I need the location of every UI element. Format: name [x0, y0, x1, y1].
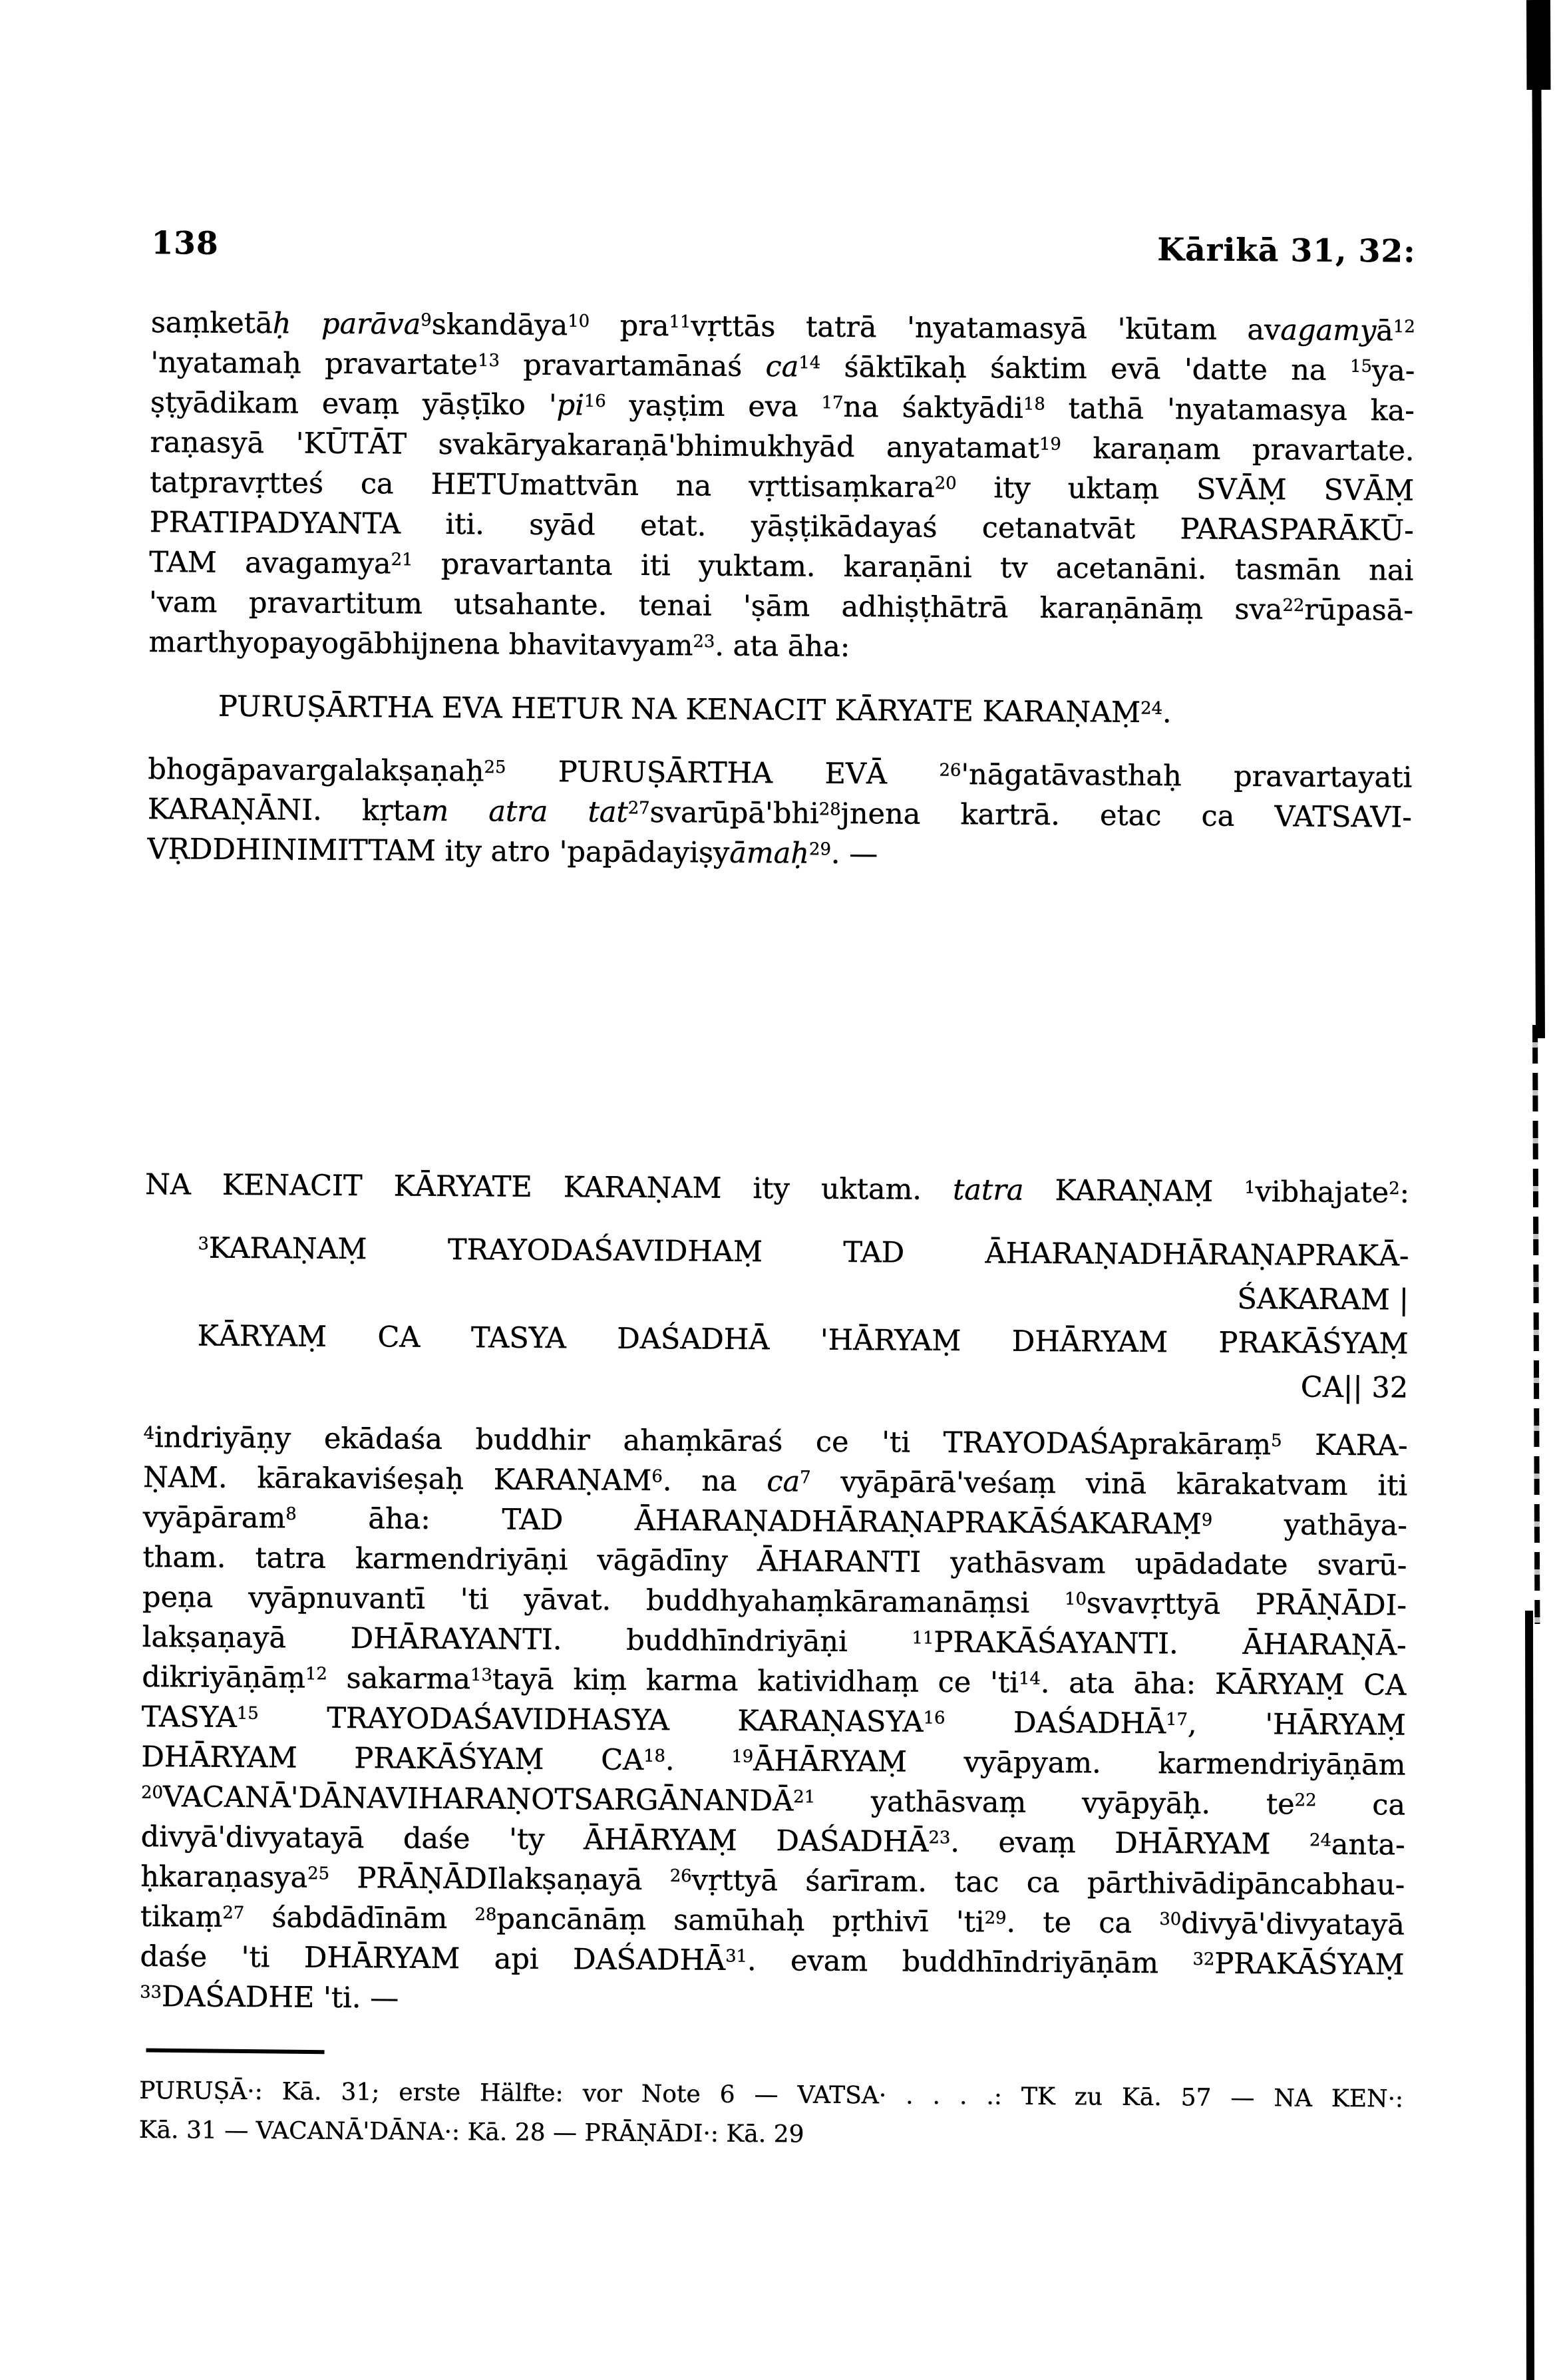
- page-number: 138: [151, 224, 219, 262]
- footnote-ref: 26: [939, 760, 961, 781]
- main-text: [137, 0, 1417, 2380]
- footnote-ref: 27: [627, 798, 650, 819]
- footnote-line: Kā. 31 — VACANĀ'DĀNA·: Kā. 28 — PRĀṆĀDI·: Kā. 29: [138, 2116, 804, 2148]
- text-line: DHĀRYAM PRAKĀŚYAṂ CA$^{18}$. $^{19}$ĀHĀRYAṂ vyāpyam. karmendriyāṇām: [141, 1740, 1406, 1782]
- text-line: KARAṆĀNI. kṛtam atra tat$^{27}$svarūpā'bhi$^{28}$jnena kartrā. etac ca VATSAVI-: [147, 792, 1413, 835]
- verse-1: [148, 684, 1413, 737]
- italic-text: tatra: [952, 1173, 1024, 1207]
- footnote-ref: 11: [669, 311, 691, 332]
- para-1: [148, 303, 1415, 671]
- italic-text: ca: [767, 1465, 800, 1499]
- verse-line: KĀRYAṂ CA TASYA DAŚADHĀ 'HĀRYAṂ DHĀRYAM PRAKĀŚYAṂ: [197, 1319, 1409, 1361]
- text-line: dikriyāṇāṃ$^{12}$ sakarma$^{13}$tayā kiṃ karma katividhaṃ ce '$ti^{14}$. ata āha: KĀRYAṂ CA: [142, 1660, 1407, 1702]
- scan-artifact-bar: [1532, 0, 1545, 1038]
- footnote-ref: 10: [1065, 1589, 1087, 1609]
- footnote-ref: 31: [725, 1946, 748, 1967]
- footnote-ref: 16: [584, 391, 606, 412]
- footnote-ref: 18: [1023, 394, 1045, 415]
- footnote-ref: 21: [391, 550, 413, 570]
- running-title: Kārikā 31, 32:: [1157, 232, 1416, 270]
- scan-artifact-bar: [1525, 1611, 1534, 2380]
- page-content: [137, 0, 1417, 2380]
- text-line: marthyopayogābhijnena bhavitavyam$^{23}$. ata āha:: [148, 625, 850, 664]
- footnote-ref: 15: [236, 1703, 259, 1724]
- footnote-ref: 3: [198, 1234, 210, 1255]
- italic-text: m atra tat: [421, 794, 628, 829]
- footnote-ref: 26: [669, 1866, 692, 1887]
- para-3: [145, 1165, 1409, 1213]
- italic-text: ca: [765, 350, 799, 384]
- footnote-ref: 18: [643, 1746, 666, 1766]
- footnote-ref: 28: [818, 799, 841, 820]
- text-line: ḥkaraṇasya$^{25}$ PRĀṆĀDIlakṣaṇayā $^{26}$vṛttyā śarīram. tac ca pārthivādipāncabhau-: [140, 1860, 1405, 1902]
- footnote-ref: 16: [923, 1708, 946, 1728]
- footnote-ref: 29: [984, 1907, 1007, 1929]
- italic-text: agamy: [1280, 313, 1377, 348]
- italic-text: pi: [556, 389, 585, 423]
- footnote-ref: 17: [821, 393, 844, 413]
- para-4: [140, 1418, 1408, 2025]
- text-line: divyā'divyatayā daśe 'ty ĀHĀRYAṂ DAŚADHĀ$^{23}$. evaṃ DHĀRYAM $^{24}$anta-: [140, 1820, 1405, 1862]
- verse-line: ŚAKARAM |: [1237, 1282, 1409, 1317]
- footnote-ref: 27: [222, 1903, 245, 1923]
- text-line: PRATIPADYANTA iti. syād etat. yāṣṭikādayaś cetanatvāt PARASPARĀKŪ-: [149, 505, 1414, 548]
- text-line: tatpravṛtteś ca HETUmattvān na vṛttisaṃkara$^{20}$ ity uktaṃ SVĀṂ SVĀṂ: [150, 465, 1415, 508]
- footnote-ref: 25: [484, 757, 506, 778]
- text-line: $^{33}$DAŚADHE 'ti. —: [140, 1980, 399, 2015]
- text-line: vyāpāram$^8$ āha: TAD ĀHARAṆADHĀRAṆAPRAKĀŚAKARAṂ$^9$ yathāya-: [142, 1500, 1408, 1543]
- text-line: daśe 'ti DHĀRYAM api DAŚADHĀ$^{31}$. evam buddhīndriyāṇām $^{32}$PRAKĀŚYAṂ: [140, 1939, 1405, 1982]
- footnote-ref: 14: [798, 353, 821, 373]
- text-line: TASYA$^{15}$ TRAYODAŚAVIDHASYA KARAṆASYA$^{16}$ DAŚADHĀ$^{17}$, 'HĀRYAṂ: [141, 1700, 1407, 1742]
- text-line: saṃketāḥ parāva$^9$skandāya$^{10}$ pra$^{11}$vṛttās tatrā 'nyatamasyā 'kūtam avagamyā$^{12}$: [150, 305, 1415, 348]
- footnote-ref: 29: [808, 839, 832, 860]
- footnote-ref: 28: [474, 1904, 497, 1925]
- footnote-ref: 17: [1166, 1709, 1188, 1730]
- footnote-ref: 10: [568, 311, 590, 331]
- footnote-ref: 22: [1294, 1790, 1317, 1811]
- footnote-ref: 7: [800, 1468, 811, 1488]
- footnote-ref: 6: [651, 1466, 663, 1487]
- verse-line: CA|| 32: [1300, 1370, 1409, 1405]
- footnote-ref: 24: [1309, 1830, 1332, 1851]
- footnote-ref: 25: [307, 1864, 330, 1884]
- footnote-ref: 15: [1349, 356, 1373, 377]
- footnote-ref: 33: [140, 1982, 162, 2003]
- italic-text: ḥ parāva: [272, 307, 421, 341]
- scan-artifact-bar: [1532, 1025, 1540, 1624]
- text-line: ṆAM. kārakaviśeṣaḥ KARAṆAM$^6$. na $ca^7$ vyāpārā'veśaṃ vinā kārakatvam iti: [143, 1460, 1408, 1503]
- footnote-ref: 19: [1039, 434, 1061, 455]
- footnote-ref: 9: [1201, 1510, 1213, 1531]
- italic-text: āmaḥ: [729, 836, 810, 871]
- footnote-ref: 13: [478, 350, 500, 371]
- text-line: tikaṃ$^{27}$ śabdādīnām $^{28}$pancānāṃ samūhaḥ pṛthivī '$ti^{29}$. te ca $^{30}$divyā'divyatayā: [140, 1899, 1405, 1942]
- footnote-ref: 4: [143, 1423, 155, 1444]
- footnote-ref: 19: [731, 1746, 754, 1767]
- text-line: tham. tatra karmendriyāṇi vāgādīny ĀHARANTI yathāsvam upādadate svarū-: [142, 1540, 1407, 1583]
- footnote-ref: 20: [141, 1782, 164, 1803]
- footnote-ref: 5: [1271, 1430, 1282, 1451]
- footnote-ref: 21: [793, 1787, 816, 1808]
- footnote-ref: 8: [285, 1503, 297, 1525]
- footnote: [139, 2071, 1404, 2158]
- footnote-ref: 12: [305, 1664, 327, 1685]
- footnote-ref: 14: [1018, 1669, 1041, 1689]
- footnote-ref: 9: [421, 310, 432, 331]
- footnote-ref: 22: [1282, 595, 1305, 616]
- footnote-ref: 24: [1140, 698, 1163, 719]
- verse-line: $^3$KARAṆAṂ TRAYODAŚAVIDHAṂ TAD ĀHARAṆADHĀRAṆAPRAKĀ-: [198, 1231, 1409, 1273]
- footnote-line: PURUṢĀ·: Kā. 31; erste Hälfte: vor Note 6 — VATSA· . . . .: TK zu Kā. 57 — NA KEN·:: [139, 2077, 1404, 2113]
- text-line: NA KENACIT KĀRYATE KARAṆAM ity uktam. tatra KARAṆAṂ $^1$vibhajate$^2$:: [145, 1167, 1410, 1210]
- text-line: raṇasyā 'KŪTĀT svakāryakaraṇā'bhimukhyād anyatamat$^{19}$ karaṇam pravartate.: [150, 425, 1415, 468]
- footnote-ref: 2: [1389, 1178, 1400, 1199]
- text-line: 'nyatamaḥ pravartate$^{13}$ pravartamānaś $ca^{14}$ śāktīkaḥ śaktim evā 'datte na $^{15}$ya-: [150, 345, 1415, 388]
- text-line: peṇa vyāpnuvantī 'ti yāvat. buddhyahaṃkāramanāṃsi $^{10}$svavṛttyā PRĀṆĀDI-: [142, 1580, 1407, 1623]
- footnote-ref: 1: [1244, 1177, 1256, 1198]
- footnote-ref: 23: [693, 632, 715, 652]
- text-line: $^4$indriyāṇy ekādaśa buddhir ahaṃkāraś ce 'ti TRAYODAŚAprakāraṃ$^5$ KARA-: [143, 1421, 1408, 1463]
- text-line: bhogāpavargalakṣaṇaḥ$^{25}$ PURUṢĀRTHA EVĀ $^{26}$'nāgatāvasthaḥ pravartayati: [148, 752, 1413, 795]
- footnote-ref: 13: [470, 1665, 492, 1686]
- verse-2: [144, 1226, 1409, 1410]
- footnote-ref: 12: [1393, 316, 1415, 337]
- footnote-ref: 20: [934, 473, 957, 494]
- text-line: VṚDDHINIMITTAM ity atro 'papādayiṣyāmaḥ$^{29}$. —: [147, 832, 878, 871]
- text-line: $^{20}$VACANĀ'DĀNAVIHARAṆOTSARGĀNANDĀ$^{21}$ yathāsvaṃ vyāpyāḥ. $te^{22}$ ca: [141, 1780, 1406, 1822]
- footnote-ref: 32: [1192, 1949, 1215, 1970]
- footnote-ref: 23: [928, 1828, 951, 1848]
- text-line: 'vam pravartitum utsahante. tenai 'ṣām adhiṣṭhātrā karaṇānāṃ sva$^{22}$rūpasā-: [148, 585, 1414, 628]
- text-line: ṣṭyādikam evaṃ yāṣṭīko '$pi^{16}$ yaṣṭim eva $^{17}$na śaktyādi$^{18}$ tathā 'nyatamasya ka-: [150, 385, 1415, 428]
- text-line: lakṣaṇayā DHĀRAYANTI. buddhīndriyāṇi $^{11}$PRAKĀŚAYANTI. ĀHARAṆĀ-: [142, 1620, 1407, 1663]
- para-2: [147, 749, 1412, 878]
- text-line: TAM avagamya$^{21}$ pravartanta iti yuktam. karaṇāni tv acetanāni. tasmān nai: [149, 545, 1414, 588]
- verse-line: PURUṢĀRTHA EVA HETUR NA KENACIT KĀRYATE KARAṆAṂ$^{24}$.: [218, 690, 1172, 730]
- footnote-ref: 30: [1159, 1909, 1182, 1929]
- footnote-ref: 11: [912, 1628, 934, 1649]
